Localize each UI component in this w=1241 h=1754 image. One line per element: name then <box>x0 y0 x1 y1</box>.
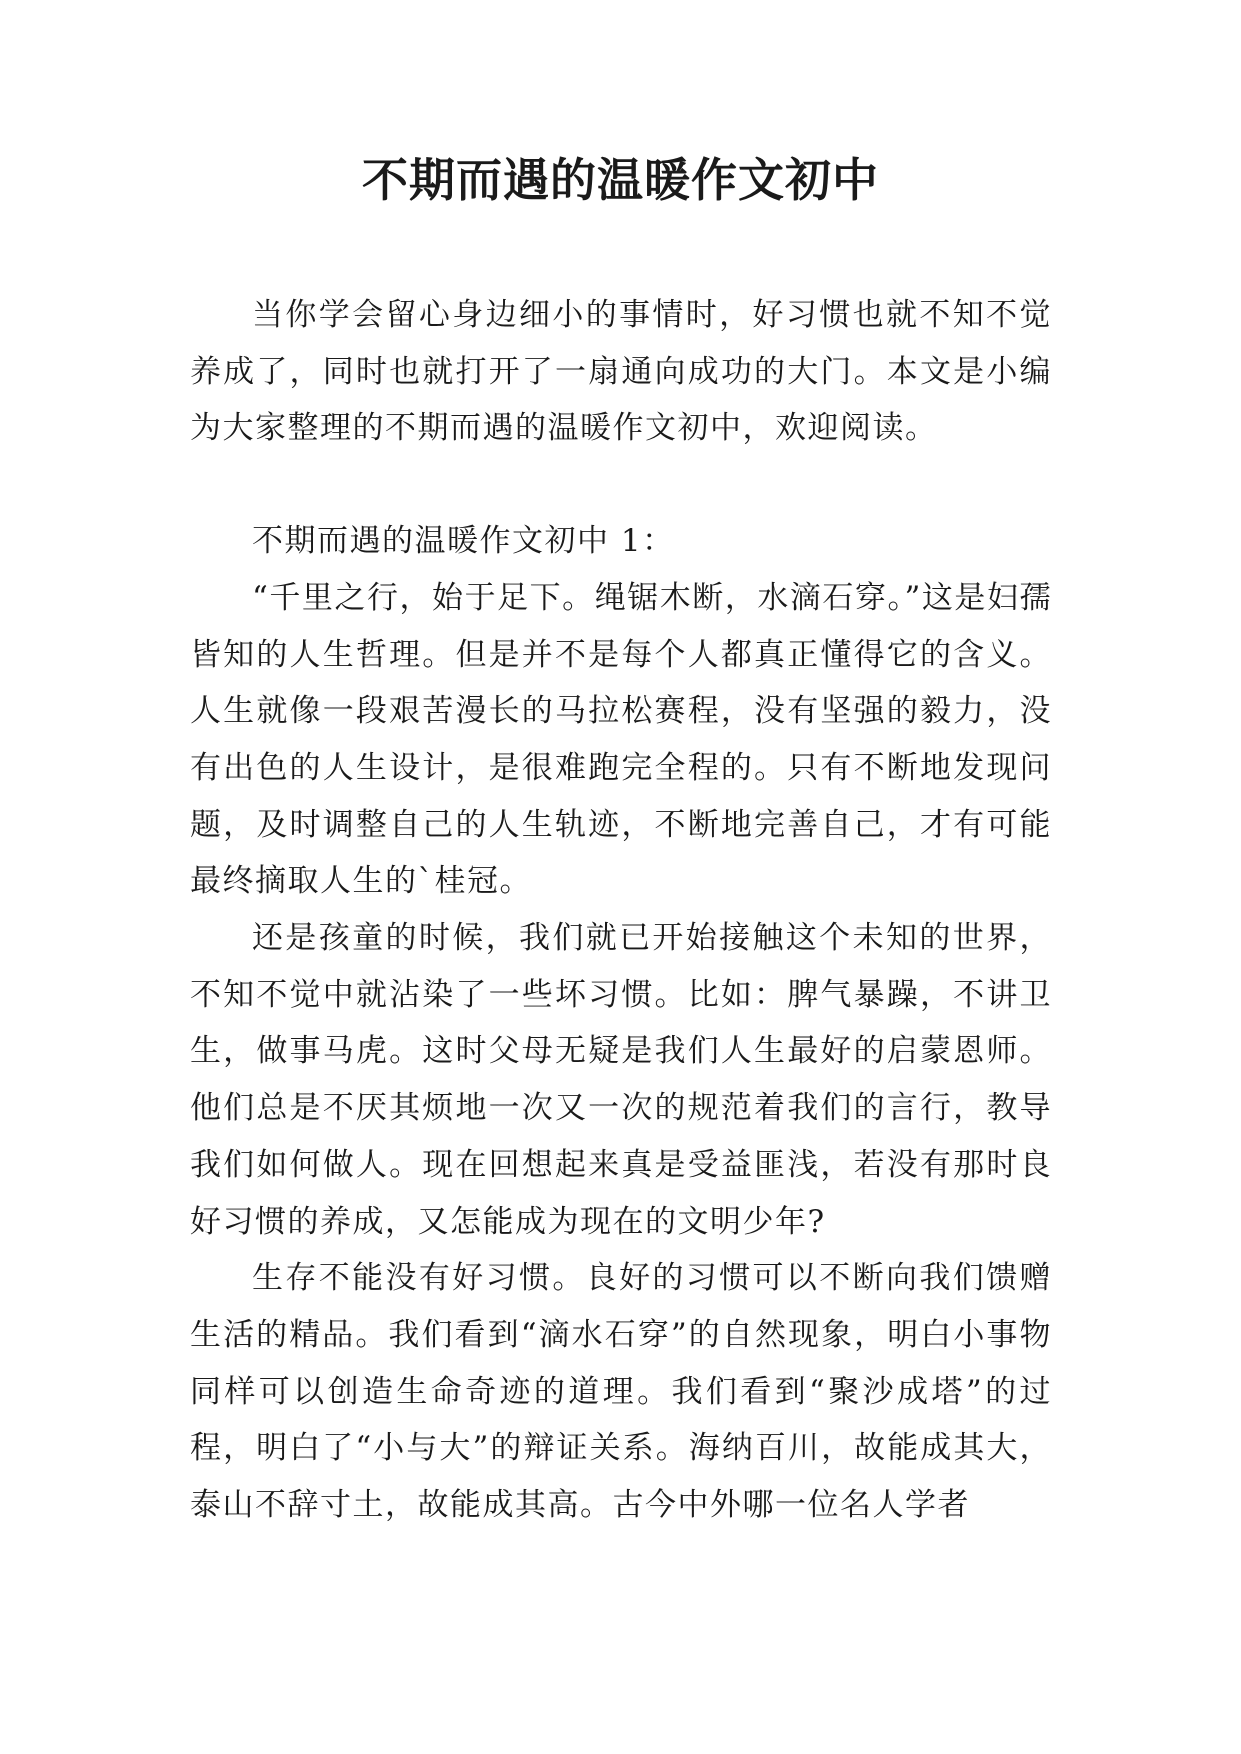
intro-paragraph: 当你学会留心身边细小的事情时，好习惯也就不知不觉养成了，同时也就打开了一扇通向成功的大门。本文是小编为大家整理的不期而遇的温暖作文初中，欢迎阅读。 <box>190 297 1052 447</box>
document-title: 不期而遇的温暖作文初中 <box>362 153 879 207</box>
body-paragraph: 生存不能没有好习惯。良好的习惯可以不断向我们馈赠生活的精品。我们看到“滴水石穿”的自然现象，明白小事物同样可以创造生命奇迹的道理。我们看到“聚沙成塔”的过程，明白了“小与大”的辩证关系。海纳百川，故能成其大，泰山不辞寸土，故能成其高。古今中外哪一位名人学者 <box>190 1260 1052 1524</box>
body-paragraph: 还是孩童的时候，我们就已开始接触这个未知的世界，不知不觉中就沾染了一些坏习惯。比如：脾气暴躁，不讲卫生，做事马虎。这时父母无疑是我们人生最好的启蒙恩师。他们总是不厌其烦地一次又一次的规范着我们的言行，教导我们如何做人。现在回想起来真是受益匪浅，若没有那时良好习惯的养成，又怎能成为现在的文明少年? <box>190 920 1052 1240</box>
section-heading: 不期而遇的温暖作文初中 1： <box>252 523 675 560</box>
body-paragraph: “千里之行，始于足下。绳锯木断，水滴石穿。”这是妇孺皆知的人生哲理。但是并不是每个人都真正懂得它的含义。人生就像一段艰苦漫长的马拉松赛程，没有坚强的毅力，没有出色的人生设计，是很难跑完全程的。只有不断地发现问题，及时调整自己的人生轨迹，不断地完善自己，才有可能最终摘取人生的`桂冠。 <box>190 579 1052 900</box>
document-body <box>190 287 1052 1534</box>
